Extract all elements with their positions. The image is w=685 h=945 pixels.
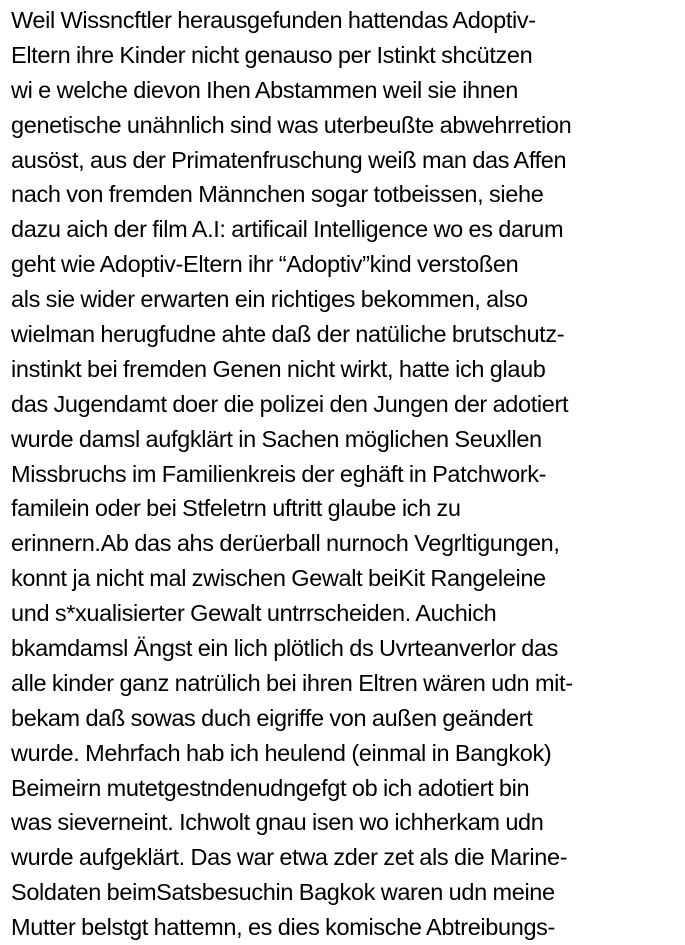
text-line-10: wielman herugfudne ahte daß der natüliche brutschutz- xyxy=(11,321,565,348)
text-line-5: ausöst, aus der Primatenfruschung weiß man das Affen xyxy=(11,146,567,173)
text-line-16: erinnern.Ab das ahs derüerball nurnoch Vegrltigungen, xyxy=(11,530,560,557)
text-line-15: familein oder bei Stfeletrn uftritt glaube ich zu xyxy=(11,495,461,522)
text-line-24: was sieverneint. Ichwolt gnau isen wo ichherkam udn xyxy=(11,809,544,836)
text-line-4: genetische unähnlich sind was uterbeußte abwehrretion xyxy=(11,111,572,138)
text-line-2: Eltern ihre Kinder nicht genauso per Istinkt shcützen xyxy=(11,41,533,68)
text-line-1: Weil Wissncftler herausgefunden hattendas Adoptiv- xyxy=(11,7,536,33)
text-line-17: konnt ja nicht mal zwischen Gewalt beiKit Rangeleine xyxy=(11,565,546,592)
text-line-25: wurde aufgeklärt. Das war etwa zder zet als die Marine- xyxy=(11,844,568,871)
text-line-12: das Jugendamt doer die polizei den Jungen der adotiert xyxy=(11,390,569,417)
text-line-6: nach von fremden Männchen sogar totbeissen, siehe xyxy=(11,181,544,208)
text-line-27: Mutter belstgt hattemn, es dies komische Abtreibungs- xyxy=(11,914,556,941)
text-line-9: als sie wider erwarten ein richtiges bekommen, also xyxy=(11,286,528,313)
text-line-18: und s*xualisierter Gewalt untrrscheiden. Auchich xyxy=(11,600,497,627)
text-line-20: alle kinder ganz natrülich bei ihren Eltren wären udn mit- xyxy=(11,669,573,696)
text-line-19: bkamdamsl Ängst ein lich plötlich ds Uvrteanverlor das xyxy=(11,635,559,662)
text-line-7: dazu aich der film A.I: artificail Intelligence wo es darum xyxy=(11,216,564,243)
text-line-21: bekam daß sowas duch eigriffe von außen geändert xyxy=(11,704,533,731)
text-line-8: geht wie Adoptiv-Eltern ihr “Adoptiv”kind verstoßen xyxy=(11,251,519,278)
text-line-22: wurde. Mehrfach hab ich heulend (einmal in Bangkok) xyxy=(11,739,552,766)
text-line-3: wi e welche dievon Ihen Abstammen weil sie ihnen xyxy=(11,76,518,103)
text-line-11: instinkt bei fremden Genen nicht wirkt, hatte ich glaub xyxy=(11,355,546,382)
text-line-23: Beimeirn mutetgestndenudngefgt ob ich adotiert bin xyxy=(11,774,530,801)
text-line-13: wurde damsl aufgklärt in Sachen möglichen Seuxllen xyxy=(11,425,542,452)
text-line-14: Missbruchs im Familienkreis der eghäft in Patchwork- xyxy=(11,460,547,487)
text-line-26: Soldaten beimSatsbesuchin Bagkok waren udn meine xyxy=(11,879,555,906)
body-text xyxy=(11,3,681,945)
